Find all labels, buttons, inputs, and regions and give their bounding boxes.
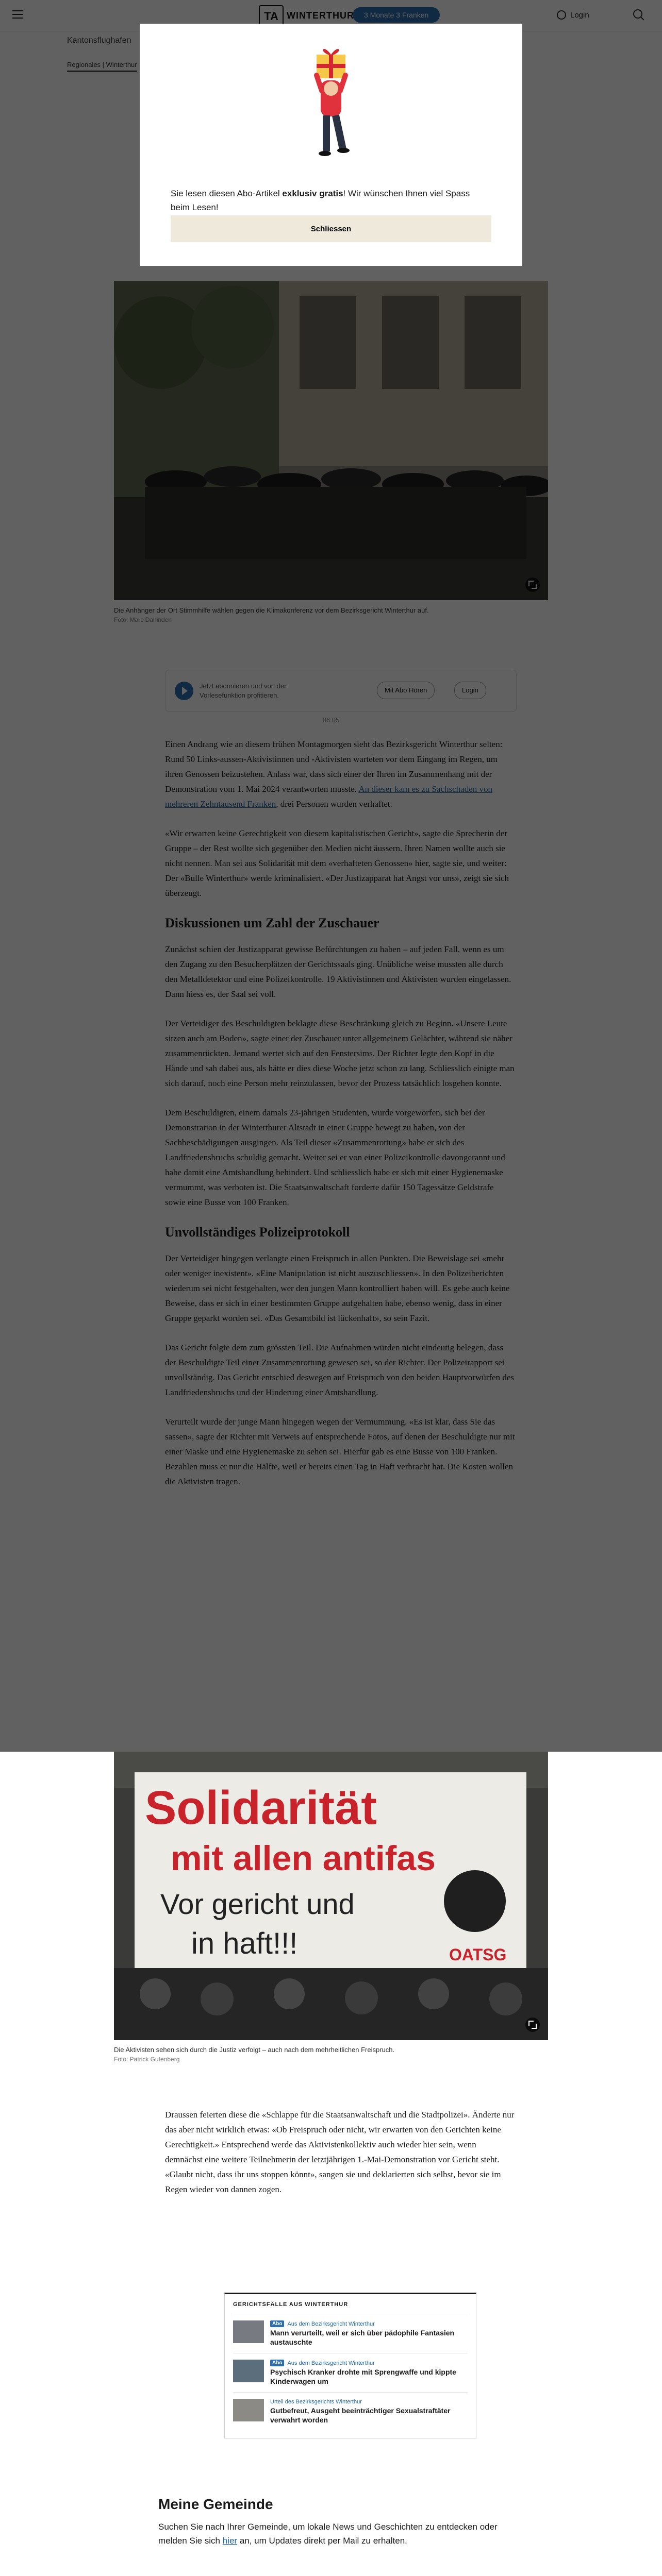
modal-message: Sie lesen diesen Abo-Artikel exklusiv gratis! Wir wünschen Ihnen viel Spass beim Lesen!: [171, 189, 470, 212]
related-title-text: Mann verurteilt, weil er sich über pädophile Fantasien austauschte: [270, 2329, 455, 2346]
gift-illustration-icon: [290, 39, 372, 173]
gift-modal: [140, 24, 522, 266]
article-body-continued: [165, 2107, 516, 2211]
abo-badge: Abo: [270, 2360, 284, 2366]
banner-text-line-1: Solidarität: [145, 1782, 377, 1834]
close-modal-button[interactable]: Schliessen: [171, 215, 491, 242]
abo-badge: Abo: [270, 2320, 284, 2327]
article-banner-image[interactable]: [114, 1752, 548, 2040]
related-item[interactable]: [233, 2314, 468, 2353]
related-kicker: Aus dem Bezirksgericht Winterthur: [287, 2320, 375, 2327]
banner-image-caption: [114, 2045, 548, 2064]
banner-text-tag: OATSG: [449, 1945, 507, 1964]
gemeinde-text: Suchen Sie nach Ihrer Gemeinde, um lokale News und Geschichten zu entdecken oder melden Sie sich hier an, um Updates direkt per Mail zu erhalten.: [158, 2522, 498, 2546]
related-thumbnail: [233, 2399, 264, 2421]
banner-photo-graphic: [114, 1752, 548, 2040]
related-kicker: Aus dem Bezirksgericht Winterthur: [287, 2360, 375, 2366]
related-kicker: Urteil des Bezirksgerichts Winterthur: [270, 2399, 362, 2405]
banner-caption-text: Die Aktivisten sehen sich durch die Justiz verfolgt – auch nach dem mehrheitlichen Freispruch.: [114, 2046, 395, 2054]
banner-text-line-2: mit allen antifas: [171, 1839, 436, 1878]
gemeinde-title: Meine Gemeinde: [158, 2496, 273, 2512]
related-title-text: Gutbefreut, Ausgeht beeinträchtiger Sexualstraftäter verwahrt worden: [270, 2406, 451, 2424]
meine-gemeinde-section: [158, 2496, 509, 2548]
related-item[interactable]: [233, 2353, 468, 2392]
gemeinde-signup-link[interactable]: hier: [222, 2536, 238, 2546]
article-paragraph: Draussen feierten diese die «Schlappe für die Staatsanwaltschaft und die Stadtpolizei». Änderte nur das aber nicht wirklich etwas: «Ob Freispruch oder nicht, wir erwarten von den Gerichten keine Gerechtigkeit.» Entsprechend werde das Aktivistenkollektiv auch wieder hier sein, wenn demnächst eine weitere Teilnehmerin der letztjährigen 1.-Mai-Demonstration vor Gericht steht. «Glaubt nicht, dass ihr uns stoppen könnt», sangen sie und deklarierten sich selbst, bevor sie im Regen wieder von dannen zogen.: [165, 2110, 515, 2194]
related-item[interactable]: [233, 2392, 468, 2431]
related-title-text: Psychisch Kranker drohte mit Sprengwaffe und kippte Kinderwagen um: [270, 2368, 456, 2385]
related-articles-box: [224, 2293, 476, 2438]
related-thumbnail: [233, 2320, 264, 2343]
related-thumbnail: [233, 2360, 264, 2382]
related-title: GERICHTSFÄLLE AUS WINTERTHUR: [233, 2301, 349, 2308]
banner-caption-credit: Foto: Patrick Gutenberg: [114, 2056, 180, 2063]
expand-image-icon[interactable]: [525, 2018, 540, 2032]
banner-text-line-4: in haft!!!: [191, 1927, 298, 1960]
banner-text-line-3: Vor gericht und: [160, 1888, 355, 1920]
